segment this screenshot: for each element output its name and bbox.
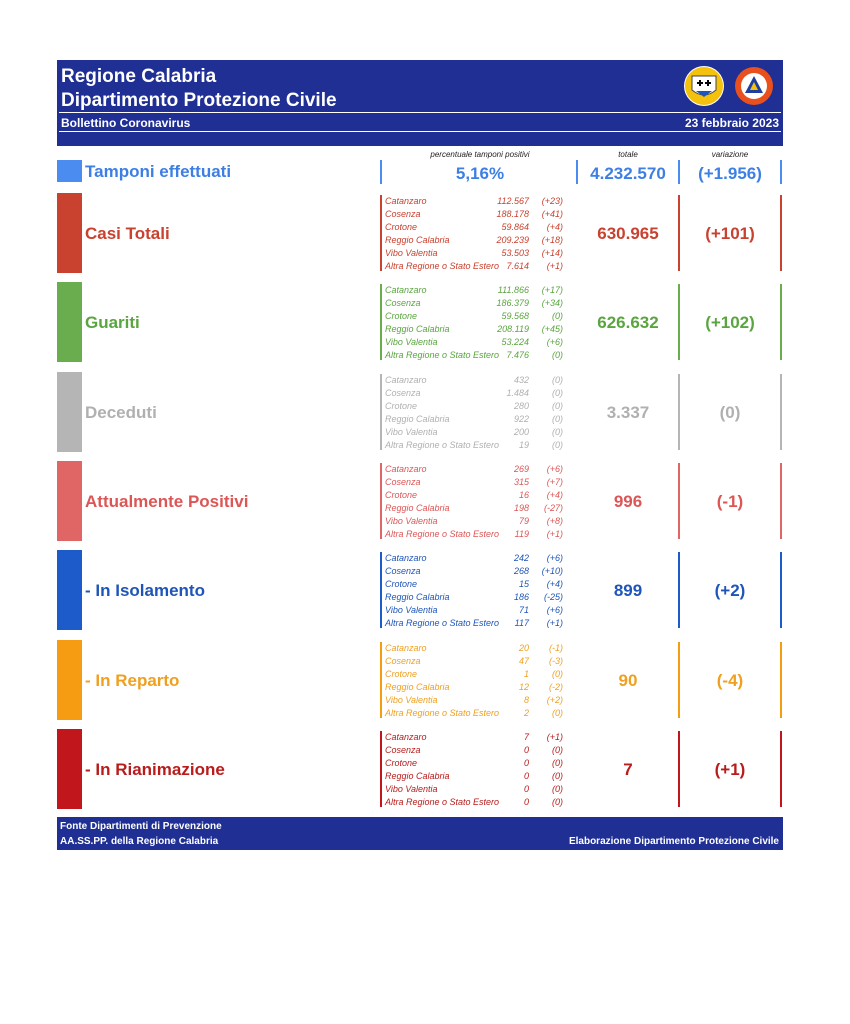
province-row (385, 234, 563, 247)
tamponi-percent: 5,16% (455, 164, 505, 183)
province-row (385, 476, 563, 489)
province-value: 208.119 (497, 324, 529, 334)
province-name: Altra Regione o Stato Estero (385, 708, 500, 718)
bulletin-subtitle: Bollettino Coronavirus (61, 116, 191, 130)
section-divider (380, 195, 382, 271)
bulletin-date: 23 febbraio 2023 (684, 116, 779, 130)
province-delta: (0) (552, 427, 563, 437)
civil-protection-logo-icon (734, 66, 774, 106)
section-row (57, 729, 783, 809)
section-row (57, 461, 783, 541)
province-list (385, 642, 563, 720)
province-name: Crotone (385, 669, 418, 679)
province-row (385, 323, 563, 336)
province-delta: (+8) (546, 516, 563, 526)
footer-elaboration: Elaborazione Dipartimento Protezione Civile (568, 836, 779, 847)
province-row (385, 796, 563, 809)
province-delta: (-3) (549, 656, 563, 666)
province-delta: (0) (552, 771, 563, 781)
province-delta: (0) (552, 414, 563, 424)
province-row (385, 694, 563, 707)
province-value: 59.568 (501, 311, 529, 321)
province-delta: (+41) (541, 209, 563, 219)
province-delta: (0) (552, 311, 563, 321)
section-swatch (57, 193, 82, 273)
tamponi-swatch (57, 160, 82, 182)
province-row (385, 770, 563, 783)
province-value: 7 (523, 732, 529, 742)
province-list (385, 552, 563, 630)
province-row (385, 502, 563, 515)
province-value: 2 (523, 708, 529, 718)
section-total: 3.337 (606, 403, 650, 422)
province-delta: (+4) (546, 222, 563, 232)
province-value: 1 (523, 669, 529, 679)
province-value: 186 (513, 592, 529, 602)
province-name: Reggio Calabria (385, 235, 450, 245)
province-value: 12 (518, 682, 529, 692)
province-value: 1.484 (506, 388, 529, 398)
province-row (385, 297, 563, 310)
section-label: - In Rianimazione (85, 760, 225, 779)
section-total: 630.965 (597, 224, 659, 243)
province-name: Vibo Valentia (385, 784, 438, 794)
province-name: Vibo Valentia (385, 427, 438, 437)
province-delta: (+14) (541, 248, 563, 258)
province-name: Catanzaro (385, 375, 427, 385)
section-variation: (0) (719, 403, 741, 422)
province-name: Vibo Valentia (385, 337, 438, 347)
section-variation: (-1) (716, 492, 744, 511)
province-delta: (0) (552, 440, 563, 450)
province-value: 15 (518, 579, 529, 589)
province-value: 0 (523, 797, 529, 807)
section-divider (780, 374, 782, 450)
province-list (385, 374, 563, 452)
province-value: 8 (523, 695, 529, 705)
province-value: 7.476 (506, 350, 529, 360)
province-value: 269 (513, 464, 529, 474)
province-name: Altra Regione o Stato Estero (385, 440, 500, 450)
province-delta: (+1) (546, 529, 563, 539)
variazione-header: variazione (711, 150, 749, 159)
section-row (57, 640, 783, 720)
province-name: Altra Regione o Stato Estero (385, 797, 500, 807)
section-total: 7 (623, 760, 633, 779)
section-row (57, 193, 783, 273)
province-delta: (+6) (546, 605, 563, 615)
footer-banner (57, 817, 783, 850)
section-divider (780, 284, 782, 360)
province-delta: (0) (552, 375, 563, 385)
province-row (385, 731, 563, 744)
province-name: Catanzaro (385, 732, 427, 742)
province-row (385, 489, 563, 502)
province-name: Catanzaro (385, 553, 427, 563)
province-value: 186.379 (496, 298, 529, 308)
province-value: 20 (518, 643, 529, 653)
header-divider (59, 112, 781, 113)
province-row (385, 413, 563, 426)
province-row (385, 284, 563, 297)
province-value: 432 (513, 375, 529, 385)
section-label: Casi Totali (85, 224, 170, 243)
province-name: Vibo Valentia (385, 248, 438, 258)
province-row (385, 604, 563, 617)
province-delta: (+23) (541, 196, 563, 206)
province-name: Crotone (385, 311, 418, 321)
province-delta: (-25) (543, 592, 563, 602)
province-value: 198 (513, 503, 529, 513)
section-divider (380, 463, 382, 539)
province-delta: (+7) (546, 477, 563, 487)
province-name: Cosenza (385, 298, 421, 308)
province-value: 200 (513, 427, 529, 437)
section-divider (780, 195, 782, 271)
province-value: 188.178 (496, 209, 529, 219)
province-delta: (+10) (541, 566, 563, 576)
perc-header: percentuale tamponi positivi (430, 150, 530, 159)
province-row (385, 578, 563, 591)
province-value: 119 (514, 529, 529, 539)
header-divider-bottom (59, 131, 781, 132)
province-row (385, 528, 563, 541)
province-name: Crotone (385, 222, 418, 232)
province-row (385, 463, 563, 476)
province-row (385, 260, 563, 273)
section-divider (780, 552, 782, 628)
province-name: Catanzaro (385, 464, 427, 474)
province-name: Altra Regione o Stato Estero (385, 261, 500, 271)
province-list (385, 195, 563, 273)
province-delta: (+1) (546, 618, 563, 628)
province-name: Vibo Valentia (385, 516, 438, 526)
footer-source-line1: Fonte Dipartimenti di Prevenzione (60, 821, 222, 832)
province-name: Crotone (385, 490, 418, 500)
tamponi-divider (780, 160, 782, 184)
header-banner (57, 60, 783, 146)
province-delta: (0) (552, 388, 563, 398)
department-title: Dipartimento Protezione Civile (61, 90, 337, 111)
province-row (385, 374, 563, 387)
section-divider (380, 284, 382, 360)
section-swatch (57, 461, 82, 541)
section-divider (780, 642, 782, 718)
province-row (385, 221, 563, 234)
province-list (385, 463, 563, 541)
tamponi-total: 4.232.570 (590, 164, 666, 183)
section-row (57, 372, 783, 452)
section-row (57, 550, 783, 630)
section-label: Deceduti (85, 403, 157, 422)
region-title: Regione Calabria (61, 66, 217, 87)
province-delta: (0) (552, 758, 563, 768)
province-delta: (0) (552, 784, 563, 794)
province-row (385, 757, 563, 770)
province-list (385, 284, 563, 362)
province-delta: (0) (552, 797, 563, 807)
province-name: Crotone (385, 401, 418, 411)
section-swatch (57, 372, 82, 452)
province-value: 71 (518, 605, 529, 615)
section-total: 90 (618, 671, 638, 690)
province-value: 922 (513, 414, 529, 424)
province-row (385, 208, 563, 221)
province-name: Catanzaro (385, 196, 427, 206)
province-row (385, 515, 563, 528)
province-value: 268 (513, 566, 529, 576)
section-total: 899 (613, 581, 643, 600)
province-row (385, 310, 563, 323)
province-value: 53.503 (501, 248, 529, 258)
province-delta: (+6) (546, 464, 563, 474)
province-delta: (+17) (541, 285, 563, 295)
province-name: Catanzaro (385, 285, 427, 295)
province-value: 59.864 (501, 222, 529, 232)
section-label: - In Isolamento (85, 581, 205, 600)
province-value: 79 (518, 516, 529, 526)
section-divider (780, 463, 782, 539)
province-value: 0 (523, 745, 529, 755)
province-delta: (-1) (549, 643, 563, 653)
province-value: 7.614 (506, 261, 529, 271)
province-name: Altra Regione o Stato Estero (385, 618, 500, 628)
province-name: Crotone (385, 758, 418, 768)
province-value: 280 (513, 401, 529, 411)
province-delta: (0) (552, 401, 563, 411)
section-swatch (57, 550, 82, 630)
province-row (385, 349, 563, 362)
province-delta: (-27) (543, 503, 563, 513)
province-value: 53.224 (501, 337, 529, 347)
section-variation: (+101) (705, 224, 755, 243)
section-divider (380, 552, 382, 628)
province-value: 19 (518, 440, 529, 450)
province-row (385, 195, 563, 208)
totale-header: totale (618, 150, 638, 159)
province-value: 0 (523, 771, 529, 781)
province-name: Crotone (385, 579, 418, 589)
province-name: Cosenza (385, 209, 421, 219)
section-row (57, 282, 783, 362)
section-swatch (57, 282, 82, 362)
province-delta: (+4) (546, 579, 563, 589)
section-label: - In Reparto (85, 671, 180, 690)
province-row (385, 655, 563, 668)
province-row (385, 783, 563, 796)
province-name: Vibo Valentia (385, 605, 438, 615)
province-name: Cosenza (385, 656, 421, 666)
province-delta: (0) (552, 669, 563, 679)
tamponi-variation: (+1.956) (698, 164, 762, 183)
province-list (385, 731, 563, 809)
province-name: Reggio Calabria (385, 324, 450, 334)
section-variation: (+102) (705, 313, 755, 332)
section-variation: (-4) (716, 671, 744, 690)
province-row (385, 707, 563, 720)
province-value: 16 (518, 490, 529, 500)
province-row (385, 387, 563, 400)
province-delta: (+4) (546, 490, 563, 500)
province-name: Altra Regione o Stato Estero (385, 350, 500, 360)
section-label: Guariti (85, 313, 140, 332)
province-name: Vibo Valentia (385, 695, 438, 705)
province-delta: (+1) (546, 732, 563, 742)
province-delta: (+6) (546, 553, 563, 563)
region-crest-icon (684, 66, 724, 106)
province-row (385, 247, 563, 260)
province-value: 315 (513, 477, 529, 487)
section-divider (380, 731, 382, 807)
province-name: Reggio Calabria (385, 771, 450, 781)
province-value: 112.567 (497, 196, 529, 206)
province-name: Reggio Calabria (385, 682, 450, 692)
province-value: 242 (513, 553, 529, 563)
section-divider (380, 642, 382, 718)
province-name: Reggio Calabria (385, 592, 450, 602)
province-delta: (+6) (546, 337, 563, 347)
province-delta: (0) (552, 708, 563, 718)
province-name: Catanzaro (385, 643, 427, 653)
province-row (385, 744, 563, 757)
tamponi-label: Tamponi effettuati (85, 162, 232, 181)
province-delta: (0) (552, 745, 563, 755)
province-name: Altra Regione o Stato Estero (385, 529, 500, 539)
footer-source-line2: AA.SS.PP. della Regione Calabria (60, 836, 219, 847)
province-row (385, 565, 563, 578)
province-value: 0 (523, 758, 529, 768)
province-row (385, 426, 563, 439)
section-label: Attualmente Positivi (85, 492, 249, 511)
province-value: 111.866 (497, 285, 529, 295)
province-row (385, 642, 563, 655)
province-delta: (+34) (541, 298, 563, 308)
province-value: 209.239 (496, 235, 529, 245)
province-name: Cosenza (385, 477, 421, 487)
province-delta: (0) (552, 350, 563, 360)
province-value: 117 (514, 618, 529, 628)
province-name: Cosenza (385, 388, 421, 398)
province-delta: (+2) (546, 695, 563, 705)
province-name: Cosenza (385, 566, 421, 576)
province-name: Cosenza (385, 745, 421, 755)
province-delta: (+1) (546, 261, 563, 271)
province-row (385, 668, 563, 681)
tamponi-row (57, 148, 783, 186)
province-name: Reggio Calabria (385, 414, 450, 424)
section-swatch (57, 640, 82, 720)
section-variation: (+2) (714, 581, 746, 600)
province-row (385, 400, 563, 413)
province-row (385, 552, 563, 565)
province-row (385, 439, 563, 452)
section-total: 626.632 (597, 313, 659, 332)
province-value: 0 (523, 784, 529, 794)
province-delta: (-2) (549, 682, 563, 692)
province-row (385, 336, 563, 349)
province-name: Reggio Calabria (385, 503, 450, 513)
section-divider (780, 731, 782, 807)
section-divider (380, 374, 382, 450)
section-swatch (57, 729, 82, 809)
province-delta: (+45) (541, 324, 563, 334)
province-row (385, 591, 563, 604)
province-value: 47 (518, 656, 529, 666)
section-variation: (+1) (714, 760, 746, 779)
province-row (385, 617, 563, 630)
province-row (385, 681, 563, 694)
province-delta: (+18) (541, 235, 563, 245)
section-total: 996 (613, 492, 643, 511)
